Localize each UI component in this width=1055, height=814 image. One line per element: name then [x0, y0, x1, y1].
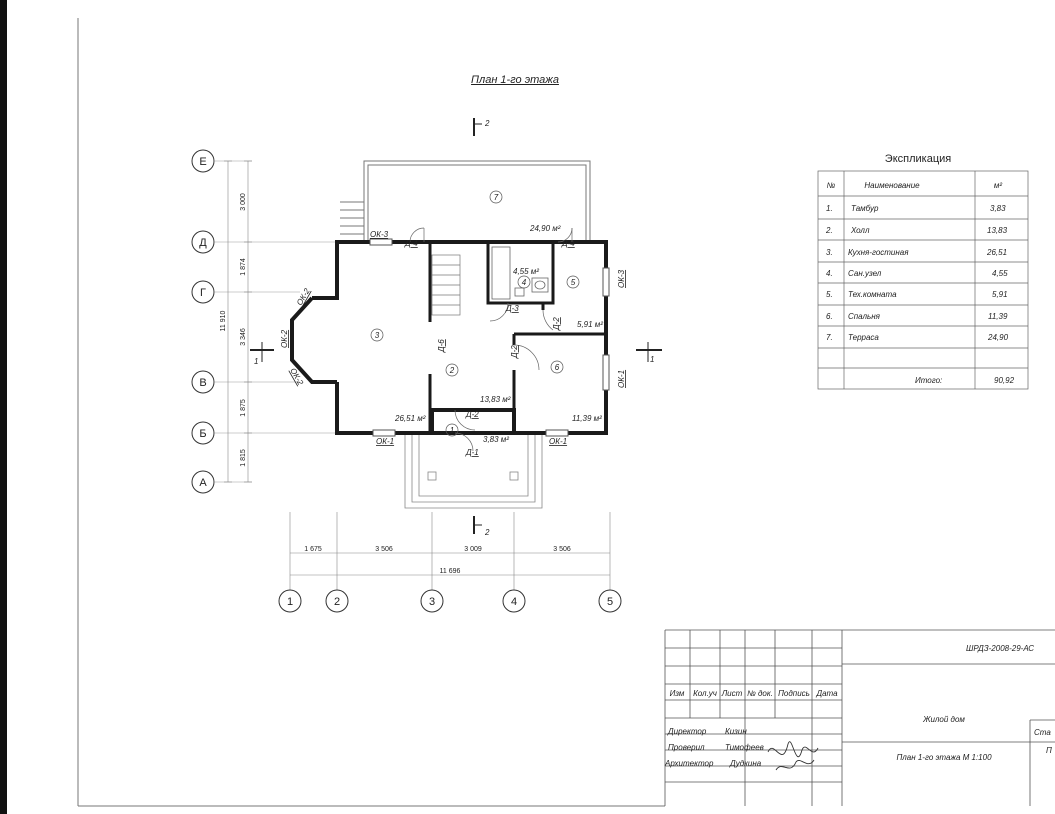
svg-text:Терраса: Терраса: [848, 333, 879, 342]
axis-row-d: [192, 231, 340, 253]
window-ok2-lower: ОК-2: [288, 366, 306, 387]
svg-text:3 009: 3 009: [464, 546, 482, 553]
svg-text:В: В: [199, 377, 207, 389]
svg-text:Подпись: Подпись: [778, 689, 810, 698]
door-d1: Д-1: [466, 448, 479, 457]
plan-title: План 1-го этажа: [471, 74, 559, 86]
svg-text:Тамбур: Тамбур: [851, 204, 879, 213]
svg-text:6.: 6.: [826, 312, 833, 321]
stair: [432, 255, 460, 315]
explication-row: [826, 269, 1008, 278]
section-mark-top: [474, 118, 490, 136]
explication-total: [915, 376, 1015, 385]
svg-text:Б: Б: [199, 428, 207, 440]
axis-row-b: [192, 422, 340, 444]
title-block-sheet-title: [896, 753, 992, 762]
svg-text:Кол.уч: Кол.уч: [693, 689, 717, 698]
door-d6: Д-6: [437, 339, 446, 352]
svg-text:5: 5: [606, 596, 614, 608]
svg-text:Тех.комната: Тех.комната: [848, 290, 897, 299]
terrace-steps: [340, 202, 364, 234]
window-ok3-right: ОК-3: [617, 269, 626, 288]
section-mark-left: [250, 342, 274, 366]
svg-text:1 675: 1 675: [304, 546, 322, 553]
title-block-project: [922, 715, 965, 724]
svg-text:ШРДЗ-2008-29-АС: ШРДЗ-2008-29-АС: [966, 644, 1034, 653]
svg-text:Итого:: Итого:: [915, 376, 943, 385]
svg-text:Тимофеев: Тимофеев: [725, 743, 764, 752]
room-1-area: 3,83 м²: [483, 435, 509, 444]
svg-text:1.: 1.: [826, 204, 833, 213]
svg-text:1 875: 1 875: [240, 399, 247, 417]
svg-text:3 506: 3 506: [375, 546, 393, 553]
section-mark-bottom-label: 2: [485, 528, 490, 537]
left-dimension-chain: [224, 161, 252, 482]
svg-text:П: П: [1046, 746, 1052, 755]
explication-row: [826, 333, 1009, 342]
svg-text:Спальня: Спальня: [848, 312, 880, 321]
svg-text:Директор: Директор: [668, 727, 707, 736]
window-ok2-middle: ОК-2: [280, 329, 289, 348]
svg-text:24,90: 24,90: [988, 333, 1009, 342]
svg-text:3 506: 3 506: [553, 546, 571, 553]
svg-text:5,91: 5,91: [992, 290, 1008, 299]
left-dimension-values: [220, 193, 247, 467]
svg-text:План 1-го этажа М 1:100: План 1-го этажа М 1:100: [896, 753, 992, 762]
section-mark-left-label: 1: [254, 357, 259, 366]
svg-text:7: 7: [493, 193, 499, 202]
axis-col-3: [421, 590, 443, 612]
svg-text:1 815: 1 815: [240, 449, 247, 467]
svg-text:Проверил: Проверил: [668, 743, 705, 752]
door-swings: [410, 228, 572, 451]
svg-text:Холл: Холл: [851, 226, 870, 235]
svg-text:6: 6: [554, 363, 560, 372]
svg-text:Кухня-гостиная: Кухня-гостиная: [848, 248, 909, 257]
svg-text:4: 4: [510, 596, 518, 608]
room-3-label: [371, 329, 426, 423]
room-4-area: 4,55 м²: [513, 267, 539, 276]
explication-row: [826, 290, 1008, 299]
title-block-person: [668, 743, 764, 752]
title-block-person: [667, 727, 747, 736]
window-ok1-right: ОК-1: [617, 369, 626, 388]
room-2-label: [446, 364, 511, 404]
window-ok1-bottom: ОК-1: [549, 437, 568, 446]
svg-text:1: 1: [449, 426, 455, 435]
door-d4-left: Д-4: [405, 239, 418, 248]
svg-text:Дудкина: Дудкина: [730, 759, 762, 768]
svg-text:3.: 3.: [826, 248, 833, 257]
svg-text:4,55: 4,55: [992, 269, 1008, 278]
porch-outline: [405, 433, 542, 508]
svg-text:5: 5: [570, 278, 576, 287]
svg-text:1: 1: [286, 596, 294, 608]
svg-text:26,51: 26,51: [987, 248, 1008, 257]
room-3-area: 26,51 м²: [395, 414, 426, 423]
svg-text:3,83: 3,83: [990, 204, 1006, 213]
window-ok3-top: ОК-3: [370, 230, 389, 239]
svg-text:4.: 4.: [826, 269, 833, 278]
room-2-area: 13,83 м²: [480, 395, 511, 404]
svg-text:№: №: [826, 181, 836, 190]
svg-text:3: 3: [428, 596, 436, 608]
svg-text:4: 4: [521, 278, 527, 287]
door-d3: Д-3: [506, 304, 519, 313]
svg-text:13,83: 13,83: [987, 226, 1008, 235]
axis-col-5: [599, 590, 621, 612]
svg-text:Дата: Дата: [816, 689, 838, 698]
svg-text:№ док.: № док.: [747, 689, 773, 698]
svg-text:11,39: 11,39: [988, 312, 1008, 321]
explication-row: [826, 248, 1007, 257]
title-block-stage: [1034, 728, 1052, 755]
svg-text:11 910: 11 910: [220, 310, 227, 332]
svg-text:2: 2: [449, 366, 455, 375]
title-block-grid: [665, 630, 1055, 806]
svg-text:1 874: 1 874: [240, 258, 247, 276]
exterior-walls: [292, 242, 606, 433]
svg-text:Д: Д: [199, 237, 207, 249]
axis-col-4: [503, 590, 525, 612]
svg-text:90,92: 90,92: [994, 376, 1015, 385]
svg-text:3 346: 3 346: [240, 328, 247, 346]
svg-text:Кизин: Кизин: [725, 727, 747, 736]
svg-text:3 000: 3 000: [240, 193, 247, 211]
explication-header: [827, 181, 1003, 190]
svg-text:Г: Г: [200, 287, 206, 299]
svg-text:2: 2: [333, 596, 341, 608]
svg-text:Ста: Ста: [1034, 728, 1051, 737]
room-7-label: [490, 191, 561, 233]
title-block-person: [664, 759, 762, 768]
svg-text:Е: Е: [199, 156, 207, 168]
svg-text:7.: 7.: [826, 333, 833, 342]
door-d2-vestibule: Д-2: [466, 410, 479, 419]
explication-row: [826, 312, 1008, 321]
door-d2-bedroom: Д-2: [510, 345, 519, 358]
svg-text:Лист: Лист: [721, 689, 743, 698]
section-mark-top-label: 2: [485, 119, 490, 128]
window-ok2-upper: ОК-2: [294, 286, 312, 307]
room-6-label: [551, 361, 602, 423]
title-block-code: [966, 644, 1034, 653]
section-mark-right-label: 1: [650, 355, 655, 364]
svg-text:А: А: [199, 477, 207, 489]
explication-title: Экспликация: [884, 153, 952, 165]
svg-text:3: 3: [374, 331, 380, 340]
svg-text:м²: м²: [993, 181, 1003, 190]
svg-text:Изм: Изм: [669, 689, 685, 698]
axis-col-1: [279, 590, 301, 612]
section-mark-right: [636, 342, 662, 364]
door-d4-right: Д-4: [562, 239, 575, 248]
svg-text:Сан.узел: Сан.узел: [848, 269, 882, 278]
room-7-area: 24,90 м²: [530, 224, 561, 233]
room-5-label: [567, 276, 603, 329]
svg-text:Жилой дом: Жилой дом: [923, 715, 965, 724]
axis-col-2: [326, 590, 348, 612]
svg-text:Наименование: Наименование: [864, 181, 920, 190]
room-5-area: 5,91 м²: [577, 320, 603, 329]
window-ok1-left: ОК-1: [376, 437, 395, 446]
axis-row-e: [192, 150, 252, 172]
axis-row-a: [192, 471, 252, 493]
section-mark-bottom: [474, 516, 490, 537]
svg-text:11 696: 11 696: [439, 568, 461, 575]
door-d2-tech: Д-2: [552, 317, 561, 330]
svg-text:5.: 5.: [826, 290, 833, 299]
room-6-area: 11,39 м²: [572, 414, 602, 423]
explication-row: [825, 226, 1008, 235]
title-block-headers: [670, 689, 839, 698]
svg-text:Архитектор: Архитектор: [665, 759, 714, 768]
bottom-dimension-values: [304, 546, 571, 575]
explication-row: [826, 204, 1006, 213]
svg-text:2.: 2.: [826, 226, 833, 235]
